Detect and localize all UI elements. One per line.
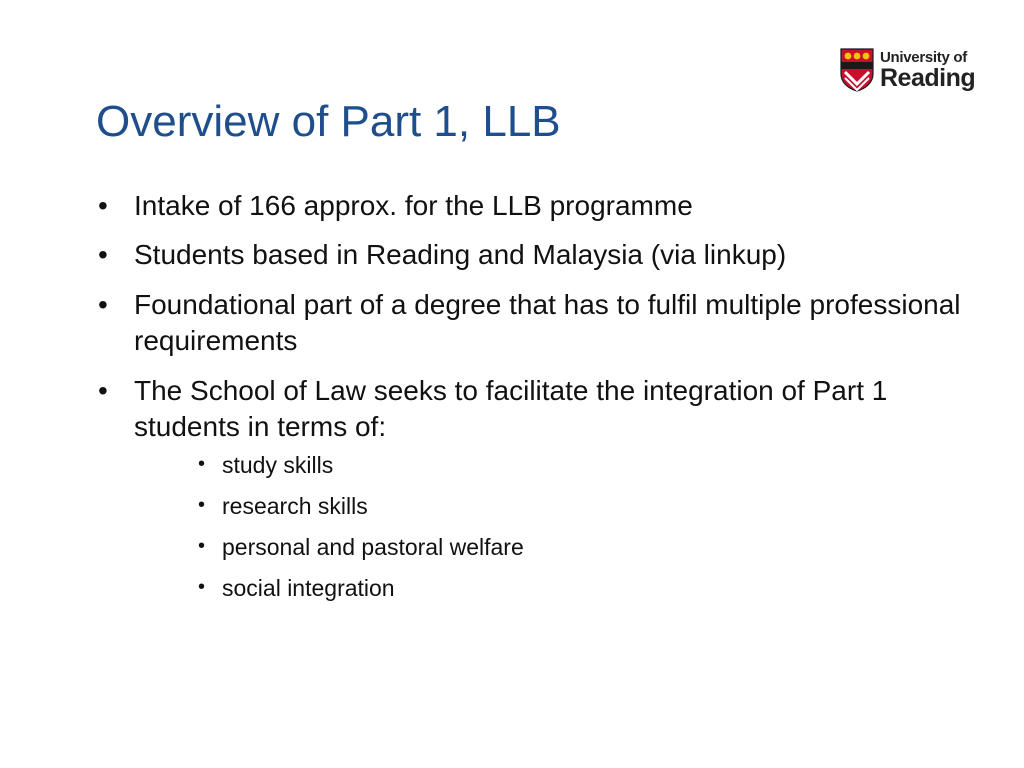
sub-bullet-glyph: • — [198, 453, 206, 476]
bullet-glyph: • — [98, 288, 108, 320]
sub-bullet-glyph: • — [198, 535, 206, 558]
bullet-text: The School of Law seeks to facilitate the integration of Part 1 students in terms of: — [134, 374, 888, 442]
logo-line-reading: Reading — [880, 63, 976, 92]
bullet-item — [98, 287, 978, 360]
bullet-text: Students based in Reading and Malaysia (via linkup) — [134, 239, 787, 271]
bullet-list — [98, 188, 978, 604]
sub-bullet-glyph: • — [198, 494, 206, 517]
sub-bullet-item — [134, 492, 978, 522]
bullet-text: Intake of 166 approx. for the LLB programme — [134, 190, 693, 221]
sub-bullet-text: personal and pastoral welfare — [222, 534, 524, 561]
university-logo — [840, 45, 980, 95]
sub-bullet-item — [134, 533, 978, 563]
bullet-glyph: • — [98, 190, 108, 221]
sub-bullet-item — [134, 451, 978, 481]
sub-bullet-glyph: • — [198, 576, 206, 599]
slide-content — [98, 188, 978, 617]
university-shield-icon — [840, 48, 874, 92]
bullet-text: Foundational part of a degree that has to fulfil multiple professional requirements — [134, 288, 961, 357]
slide-title: Overview of Part 1, LLB — [96, 97, 561, 146]
sub-bullet-text: research skills — [222, 493, 368, 520]
logo-wordmark — [880, 50, 975, 91]
sub-bullet-list — [134, 451, 978, 604]
bullet-glyph: • — [98, 239, 108, 271]
sub-bullet-item — [134, 574, 978, 604]
sub-bullet-text: social integration — [222, 575, 395, 602]
logo-line-university-of: University of — [880, 48, 967, 66]
bullet-glyph: • — [98, 374, 108, 406]
bullet-item — [98, 373, 978, 604]
bullet-item — [98, 188, 978, 224]
sub-bullet-text: study skills — [222, 452, 334, 479]
bullet-item — [98, 237, 978, 273]
